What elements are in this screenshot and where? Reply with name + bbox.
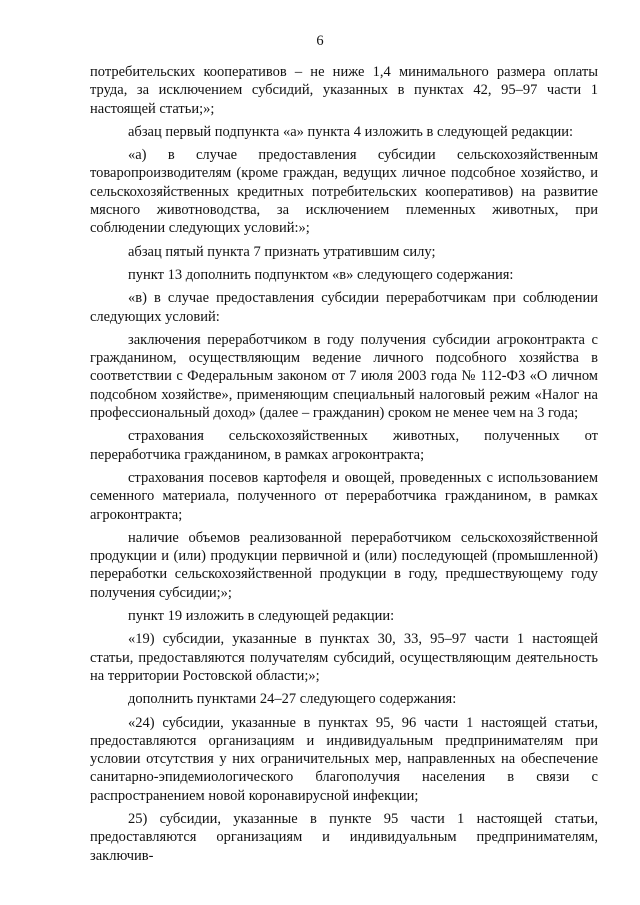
paragraph: 25) субсидии, указанные в пункте 95 части 1 настоящей статьи, предоставляются организациям и индивидуальным предпринимателям, заключив-: [90, 810, 598, 864]
paragraph: пункт 19 изложить в следующей редакции:: [128, 608, 395, 625]
paragraph: «19) субсидии, указанные в пунктах 30, 33, 95–97 части 1 настоящей статьи, предоставляются получателям субсидий, осуществляющим деятельность на территории Ростовской области;»;: [90, 631, 598, 684]
paragraph-continuation: потребительских кооперативов – не ниже 1,4 минимального размера оплаты труда, за исключением субсидий, указанных в пунктах 42, 95–97 части 1 настоящей статьи;»;: [90, 64, 598, 117]
paragraph: наличие объемов реализованной переработчиком сельскохозяйственной продукции и (или) продукции первичной и (или) последующей (промышленной) переработки сельскохозяйственной продукции в году, предшествующему году получения субсидии;»;: [90, 529, 598, 601]
paragraph: дополнить пунктами 24–27 следующего содержания:: [128, 691, 457, 708]
paragraph: «а) в случае предоставления субсидии сельскохозяйственным товаропроизводителям (кроме граждан, ведущих личное подсобное хозяйство, и сельскохозяйственных кредитных потребительских кооперативов) на развитие мясного животноводства, за исключением племенных животных, при соблюдении следующих условий:»;: [90, 147, 598, 237]
paragraph: страхования сельскохозяйственных животных, полученных от переработчика гражданином, в рамках агроконтракта;: [90, 428, 598, 463]
paragraph: «24) субсидии, указанные в пунктах 95, 96 части 1 настоящей статьи, предоставляются организациям и индивидуальным предпринимателям при условии отсутствия у них ограничительных мер, направленных на обеспечение санитарно-эпидемиологического благополучия населения в связи с распространением новой коронавирусной инфекции;: [90, 714, 598, 804]
paragraph: страхования посевов картофеля и овощей, проведенных с использованием семенного материала, полученного от переработчика гражданином, в рамках агроконтракта;: [90, 469, 598, 523]
paragraph: «в) в случае предоставления субсидии переработчикам при соблюдении следующих условий:: [90, 290, 598, 325]
paragraph: абзац пятый пункта 7 признать утратившим силу;: [128, 243, 436, 260]
document-body: [90, 63, 598, 870]
paragraph: абзац первый подпункта «а» пункта 4 изложить в следующей редакции:: [128, 123, 574, 140]
paragraph: заключения переработчиком в году получения субсидии агроконтракта с гражданином, осуществляющим ведение личного подсобного хозяйства в соответствии с Федеральным законом от 7 июля 2003 года № 112-ФЗ «О личном подсобном хозяйстве», применяющим специальный налоговый режим «Налог на профессиональный доход» (далее – гражданин) сроком не менее чем на 3 года;: [90, 331, 598, 422]
page-number: 6: [316, 33, 324, 49]
paragraph: пункт 13 дополнить подпунктом «в» следующего содержания:: [128, 266, 514, 283]
